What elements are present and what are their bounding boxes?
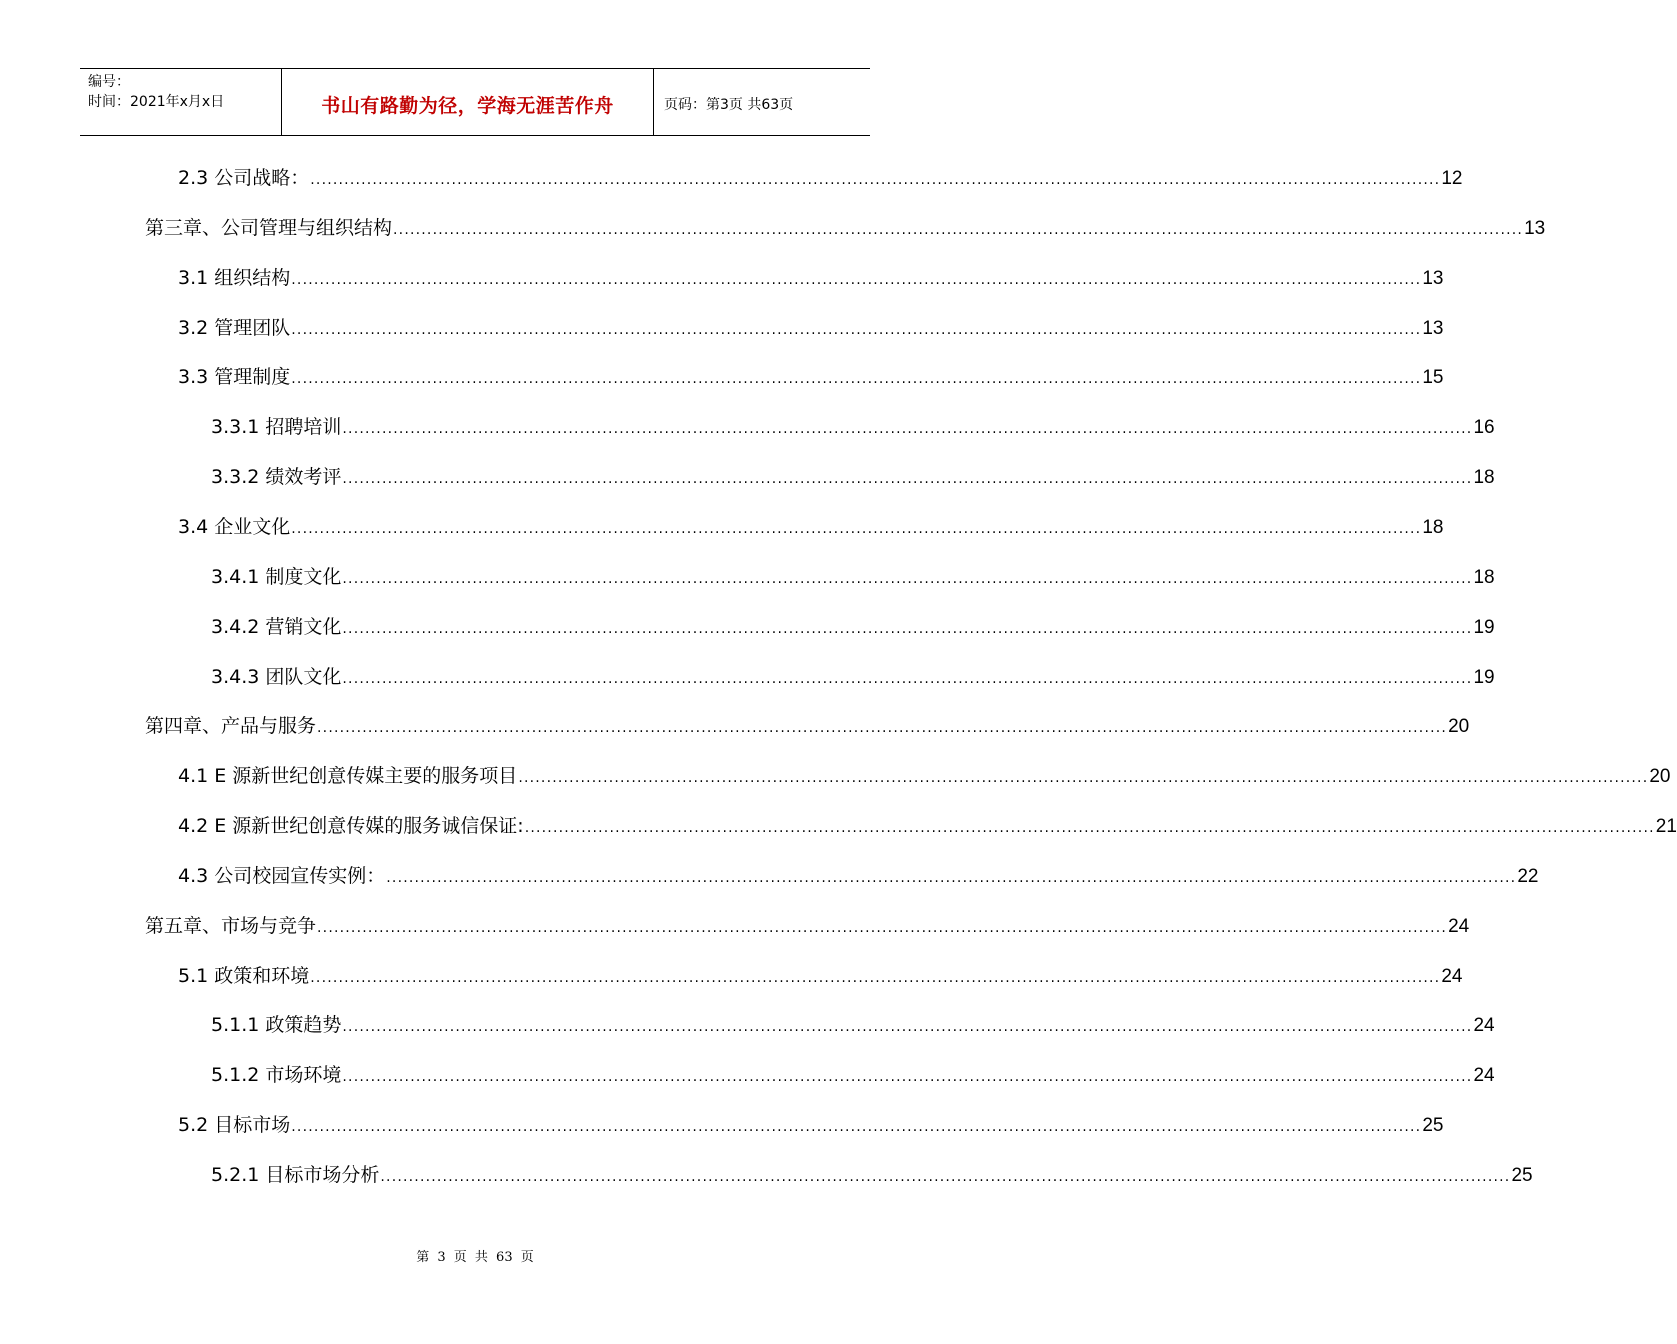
toc-entry-page-number: 18 [1473,467,1495,489]
toc-entry-page-number: 24 [1448,915,1470,937]
toc-dot-leader: ........................................................................................................................................................................................................ [393,221,1524,238]
page-footer: 第 3 页 共 63 页 [416,1250,534,1265]
toc-entry[interactable] [178,507,1444,547]
toc-entry-page-number: 24 [1473,1015,1495,1037]
toc-entry-title: 5.1 政策和环境 [178,964,310,987]
toc-dot-leader: ........................................................................................................................................................................................................ [317,720,1448,737]
header-page-info [654,69,870,135]
toc-entry[interactable] [178,956,1463,996]
toc-entry[interactable] [211,1155,1533,1195]
toc-entry-title: 3.3 管理制度 [178,366,291,389]
header-motto-cell [282,69,654,135]
toc-entry-title: 2.3 公司战略： [178,167,310,189]
toc-entry-title: 5.1.2 市场环境 [211,1064,342,1087]
toc-dot-leader: ........................................................................................................................................................................................................ [310,969,1441,986]
toc-dot-leader: ........................................................................................................................................................................................................ [380,1169,1511,1185]
toc-entry[interactable] [178,756,1671,796]
toc-entry-title: 3.2 管理团队 [178,316,291,339]
toc-dot-leader: ........................................................................................................................................................................................................ [342,1069,1473,1086]
toc-entry-page-number: 25 [1511,1165,1533,1186]
toc-dot-leader: ........................................................................................................................................................................................................ [342,471,1473,488]
toc-entry-title: 3.4 企业文化 [178,515,291,538]
toc-dot-leader: ........................................................................................................................................................................................................ [291,1119,1422,1136]
toc-entry-title: 5.1.1 政策趋势 [211,1014,342,1037]
header-motto: 书山有路勤为径，学海无涯苦作舟 [321,94,614,117]
number-label: 编号： [88,74,130,90]
toc-entry[interactable] [211,1055,1495,1095]
toc-dot-leader: ........................................................................................................................................................................................................ [342,421,1473,438]
toc-dot-leader: ........................................................................................................................................................................................................ [342,670,1473,687]
toc-entry[interactable] [145,706,1470,746]
toc-dot-leader: ........................................................................................................................................................................................................ [342,1019,1473,1036]
toc-entry[interactable] [178,258,1444,298]
toc-entry[interactable] [211,657,1495,697]
toc-entry-title: 3.4.2 营销文化 [211,615,342,638]
toc-entry-page-number: 15 [1422,367,1444,389]
page-header [80,68,870,136]
toc-entry[interactable] [145,208,1546,248]
toc-entry-title: 3.3.2 绩效考评 [211,466,342,489]
toc-entry-page-number: 13 [1524,217,1546,239]
toc-dot-leader: ........................................................................................................................................................................................................ [291,321,1422,338]
toc-entry-page-number: 20 [1448,716,1470,738]
toc-entry[interactable] [211,607,1495,647]
toc-entry-page-number: 22 [1517,865,1539,887]
toc-dot-leader: ........................................................................................................................................................................................................ [342,620,1473,637]
toc-entry-title: 4.2 E 源新世纪创意传媒的服务诚信保证: [178,815,524,838]
toc-entry[interactable] [178,308,1444,348]
toc-entry[interactable] [211,1005,1495,1045]
toc-entry-page-number: 20 [1649,766,1671,788]
toc-entry-page-number: 13 [1422,317,1444,339]
time-label: 时间：2021年x月x日 [88,94,225,110]
toc-dot-leader: ........................................................................................................................................................................................................ [317,919,1448,936]
toc-entry-page-number: 19 [1473,616,1495,638]
toc-dot-leader: ........................................................................................................................................................................................................ [310,172,1441,188]
toc-entry-title: 3.4.3 团队文化 [211,665,342,688]
toc-entry-title: 第五章、市场与竞争 [145,914,317,937]
toc-entry-title: 3.1 组织结构 [178,266,291,289]
page-info-text: 页码：第3页 共63页 [664,97,794,113]
toc-entry-title: 3.4.1 制度文化 [211,565,342,588]
toc-entry-page-number: 13 [1422,267,1444,289]
toc-entry[interactable] [178,357,1444,397]
toc-entry-page-number: 24 [1473,1065,1495,1087]
toc-entry-title: 3.3.1 招聘培训 [211,416,342,439]
toc-entry-title: 第三章、公司管理与组织结构 [145,216,393,239]
toc-entry-page-number: 21 [1655,816,1677,838]
toc-entry-title: 第四章、产品与服务 [145,715,317,738]
toc-dot-leader: ........................................................................................................................................................................................................ [291,271,1422,288]
toc-dot-leader: ........................................................................................................................................................................................................ [524,820,1655,837]
toc-entry-page-number: 16 [1473,417,1495,439]
header-meta [80,69,282,135]
toc-entry[interactable] [145,906,1470,946]
toc-entry-page-number: 12 [1441,168,1463,189]
toc-dot-leader: ........................................................................................................................................................................................................ [386,869,1517,886]
toc-entry[interactable] [178,1105,1444,1145]
toc-entry-page-number: 18 [1422,516,1444,538]
toc-dot-leader: ........................................................................................................................................................................................................ [291,371,1422,388]
toc-entry[interactable] [211,457,1495,497]
toc-entry[interactable] [211,557,1495,597]
toc-dot-leader: ........................................................................................................................................................................................................ [291,520,1422,537]
toc-entry[interactable] [178,806,1677,846]
toc-dot-leader: ........................................................................................................................................................................................................ [518,770,1649,787]
toc-entry[interactable] [178,856,1539,896]
toc-entry[interactable] [178,158,1463,198]
toc-entry-page-number: 19 [1473,666,1495,688]
toc-entry-title: 4.3 公司校园宣传实例： [178,864,386,887]
toc-entry-title: 5.2 目标市场 [178,1114,291,1137]
toc-entry-page-number: 25 [1422,1115,1444,1137]
toc-entry-page-number: 18 [1473,566,1495,588]
toc-dot-leader: ........................................................................................................................................................................................................ [342,570,1473,587]
toc-entry-title: 4.1 E 源新世纪创意传媒主要的服务项目 [178,765,518,788]
toc-entry-page-number: 24 [1441,965,1463,987]
toc-entry[interactable] [211,407,1495,447]
toc-entry-title: 5.2.1 目标市场分析 [211,1164,380,1186]
